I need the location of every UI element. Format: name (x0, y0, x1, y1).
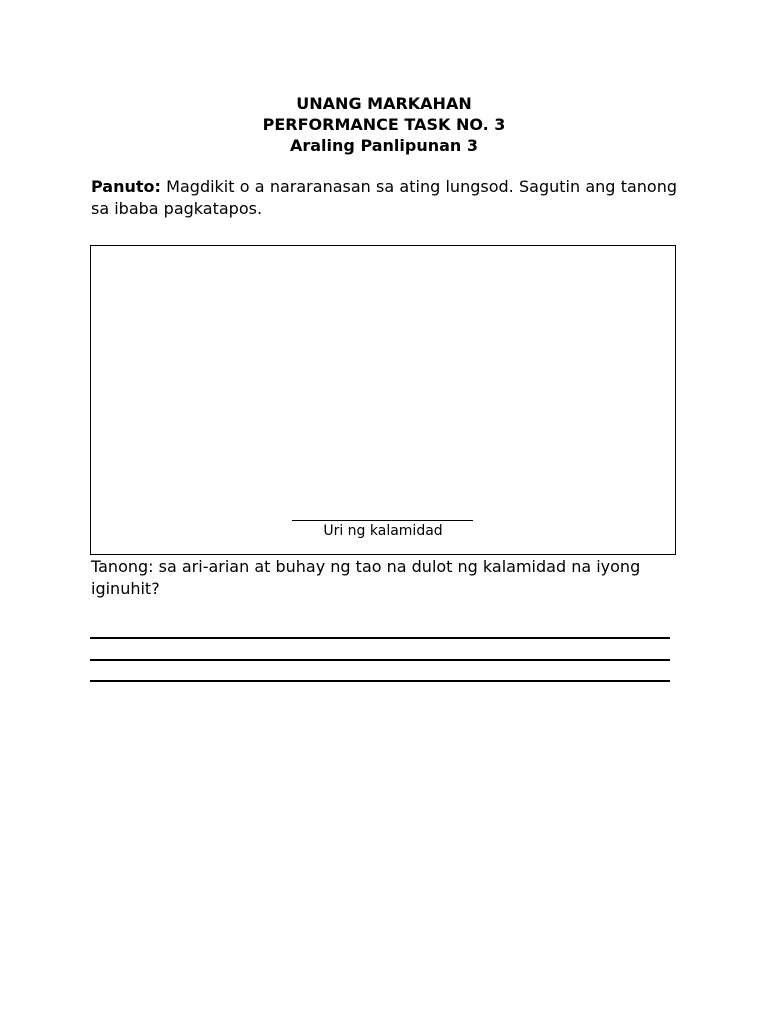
task-title: PERFORMANCE TASK NO. 3 (262, 115, 506, 134)
quarter-title: UNANG MARKAHAN (296, 94, 472, 113)
subject-title: Araling Panlipunan 3 (289, 136, 479, 155)
caption-label: Uri ng kalamidad (323, 523, 443, 539)
caption-blank-line[interactable] (292, 520, 473, 521)
answer-line[interactable] (90, 637, 670, 639)
answer-line[interactable] (90, 680, 670, 682)
question-text: Tanong: sa ari-arian at buhay ng tao na dulot ng kalamidad na iyong iginuhit? (91, 557, 641, 598)
answer-line[interactable] (90, 659, 670, 661)
instructions-text: Magdikit o a nararanasan sa ating lungsod. Sagutin ang tanong sa ibaba pagkatapos. (91, 177, 677, 218)
instructions (91, 176, 677, 220)
drawing-box[interactable] (90, 245, 676, 555)
page-header (0, 93, 768, 156)
instructions-label: Panuto: (91, 177, 161, 196)
